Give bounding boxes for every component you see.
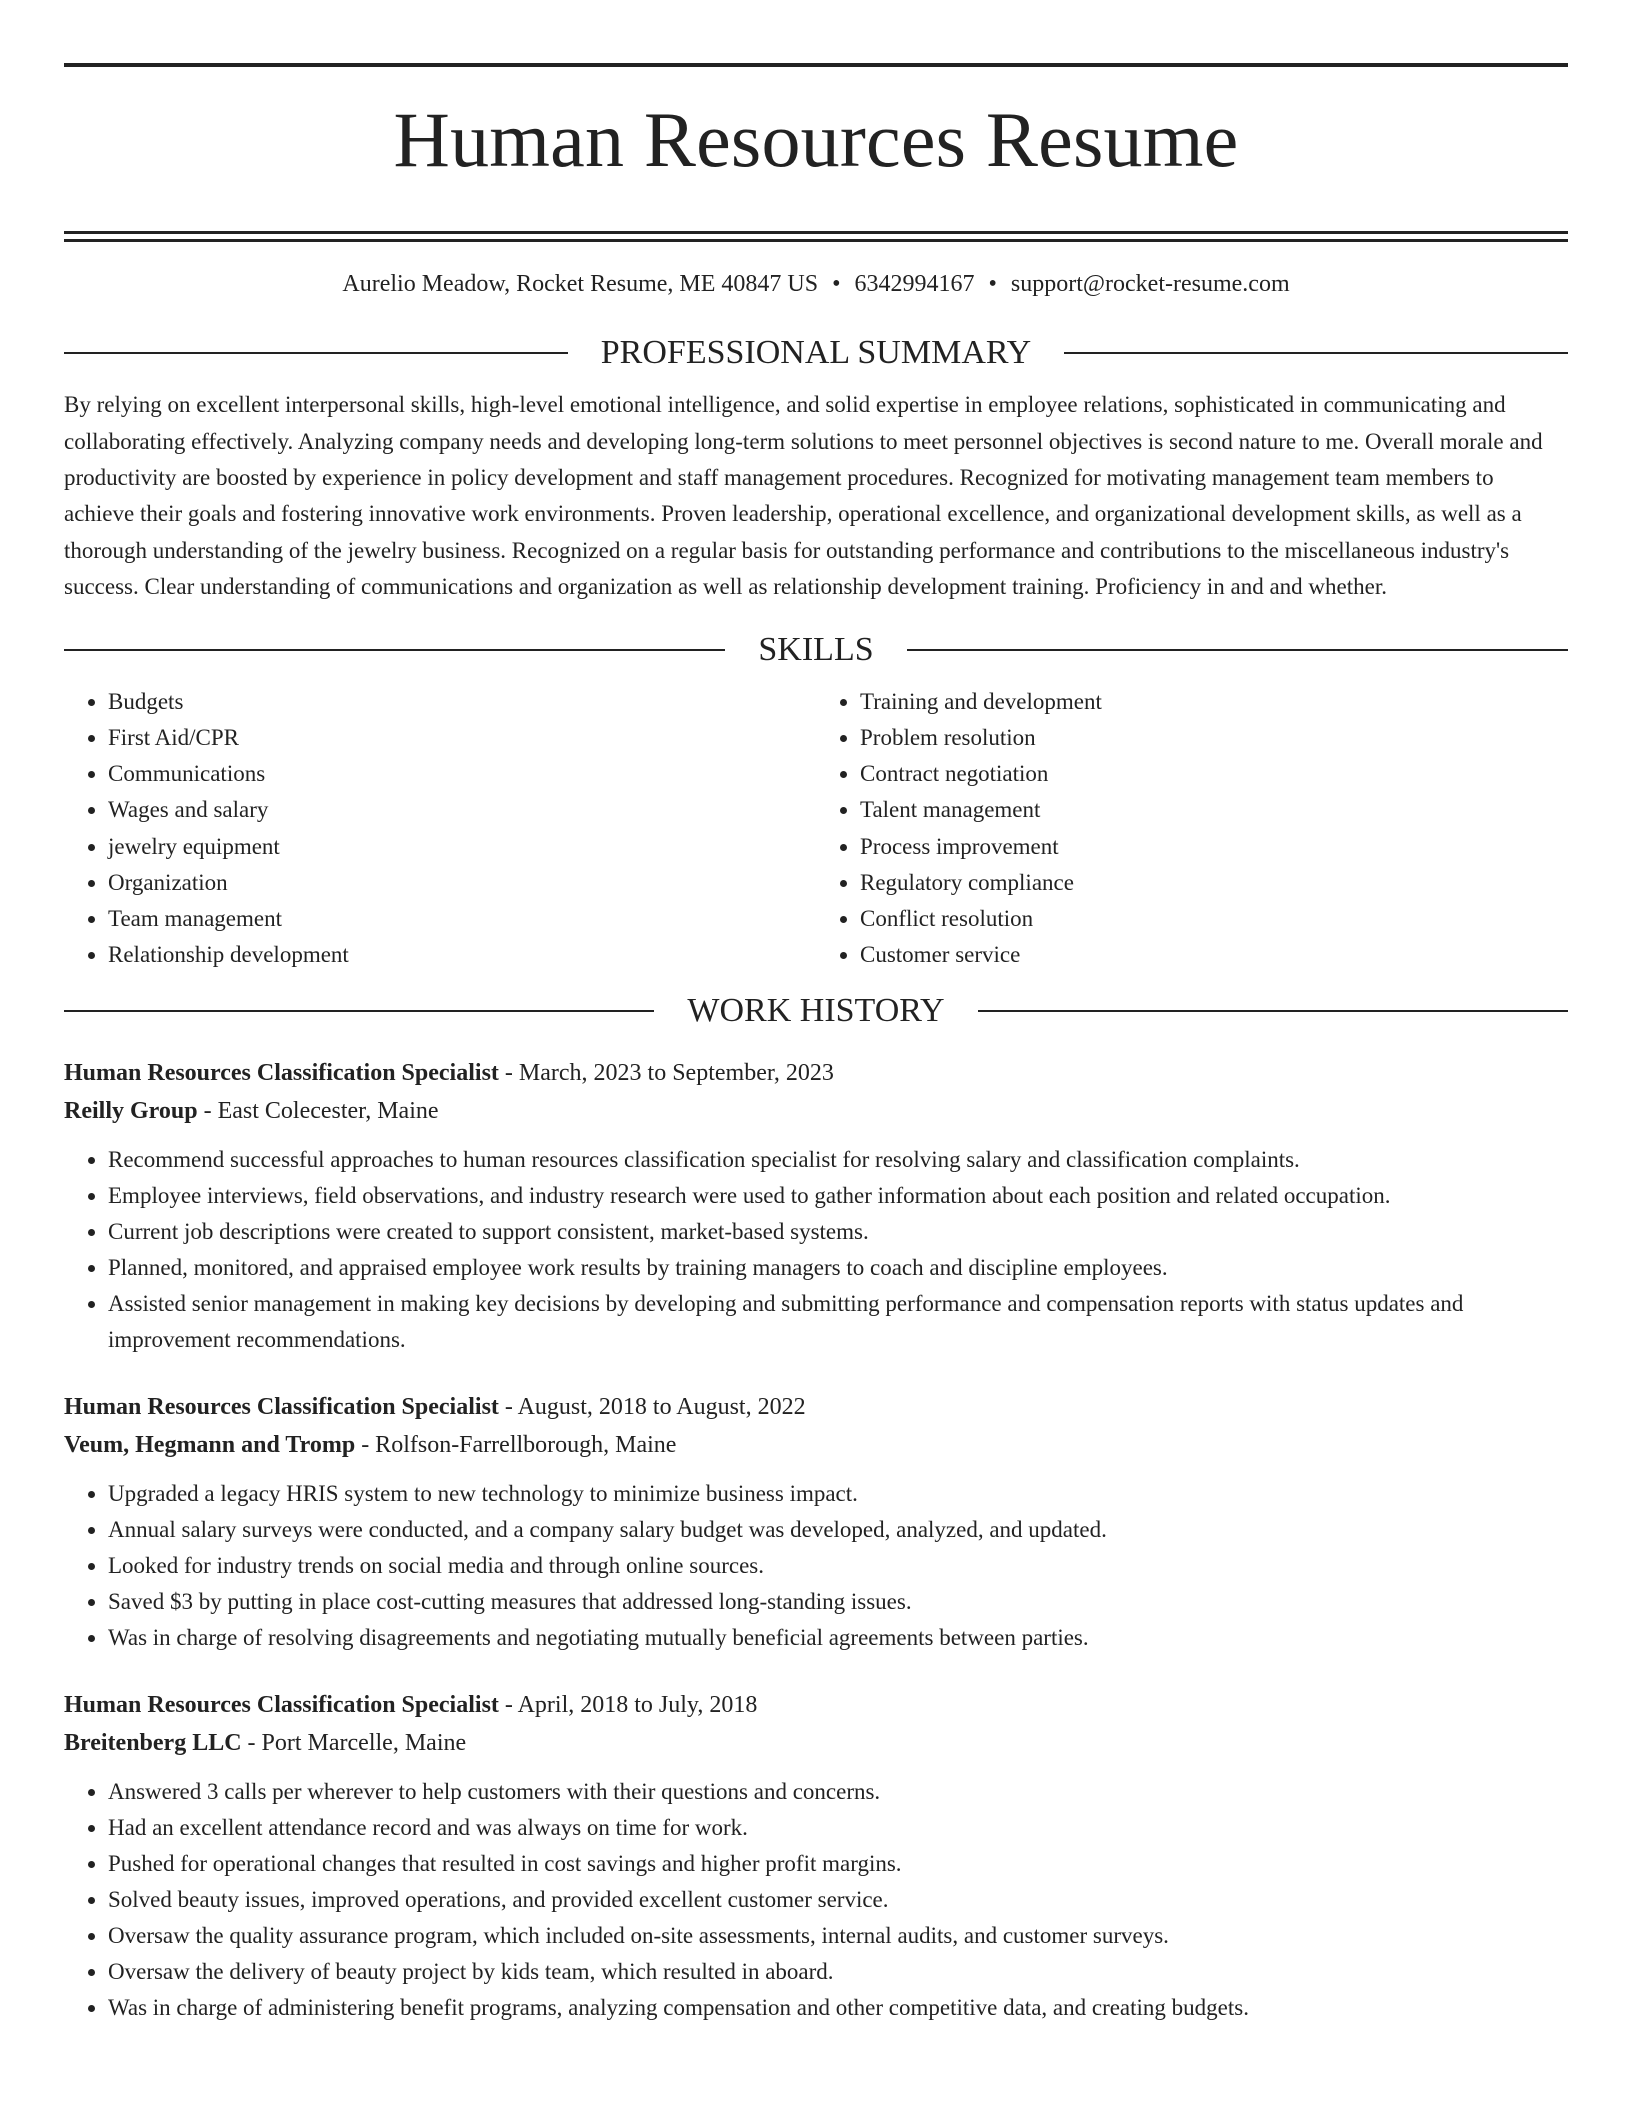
- heading-rule-right: [1064, 352, 1568, 354]
- heading-rule-left: [64, 352, 568, 354]
- job-entry: [64, 1392, 1568, 1656]
- job-bullet: • Solved beauty issues, improved operations, and provided excellent customer service.: [108, 1882, 1568, 1918]
- job-bullet: • Had an excellent attendance record and was always on time for work.: [108, 1810, 1568, 1846]
- job-entry: [64, 1690, 1568, 2026]
- job-company: Reilly Group: [64, 1098, 198, 1125]
- heading-rule-right: [978, 1010, 1568, 1012]
- skill-item: • Contract negotiation: [860, 756, 1568, 792]
- job-dates: - August, 2018 to August, 2022: [498, 1394, 806, 1421]
- job-bullet: • Oversaw the quality assurance program, which included on-site assessments, internal audits, and customer surveys.: [108, 1918, 1568, 1954]
- skill-item: • Wages and salary: [108, 792, 816, 828]
- job-bullet: • Upgraded a legacy HRIS system to new technology to minimize business impact.: [108, 1476, 1568, 1512]
- job-title-line: [64, 1690, 1568, 1720]
- skill-item: • Budgets: [108, 684, 816, 720]
- job-bullet: • Was in charge of resolving disagreements and negotiating mutually beneficial agreements between parties.: [108, 1620, 1568, 1656]
- skill-item: • Talent management: [860, 792, 1568, 828]
- skill-item: • Training and development: [860, 684, 1568, 720]
- summary-heading-label: PROFESSIONAL SUMMARY: [600, 334, 1032, 372]
- job-bullet: • Employee interviews, field observations, and industry research were used to gather information about each position and related occupation.: [108, 1178, 1568, 1214]
- job-company: Breitenberg LLC: [64, 1730, 242, 1757]
- summary-section-heading: [64, 333, 1568, 373]
- job-bullet-list: [64, 1476, 1568, 1656]
- top-rule: [64, 63, 1568, 67]
- resume-page: [64, 0, 1568, 2026]
- skills-heading-label: SKILLS: [758, 630, 874, 668]
- job-company-line: [64, 1430, 1568, 1460]
- skill-item: • jewelry equipment: [108, 829, 816, 865]
- skill-item: • Organization: [108, 865, 816, 901]
- job-dates: - April, 2018 to July, 2018: [498, 1692, 758, 1719]
- job-company-line: [64, 1728, 1568, 1758]
- contact-phone: 6342994167: [854, 271, 975, 298]
- work-section-heading: [64, 991, 1568, 1031]
- heading-rule-left: [64, 649, 725, 651]
- job-bullet: • Answered 3 calls per wherever to help customers with their questions and concerns.: [108, 1774, 1568, 1810]
- skills-section-heading: [64, 630, 1568, 670]
- skill-item: • Team management: [108, 901, 816, 937]
- contact-email: support@rocket-resume.com: [1010, 271, 1290, 298]
- skills-list: [64, 684, 1568, 974]
- job-bullet-list: [64, 1142, 1568, 1358]
- skill-item: • Relationship development: [108, 937, 816, 973]
- job-company: Veum, Hegmann and Tromp: [64, 1432, 356, 1459]
- skill-item: • Communications: [108, 756, 816, 792]
- title-double-rule: [64, 231, 1568, 242]
- job-bullet: • Looked for industry trends on social media and through online sources.: [108, 1548, 1568, 1584]
- job-entry: [64, 1058, 1568, 1358]
- job-title: Human Resources Classification Specialist: [64, 1060, 499, 1087]
- job-bullet: • Assisted senior management in making key decisions by developing and submitting performance and compensation reports with status updates and improvement recommendations.: [108, 1286, 1568, 1358]
- resume-title: Human Resources Resume: [393, 96, 1239, 183]
- contact-separator: •: [988, 271, 997, 298]
- work-heading-label: WORK HISTORY: [687, 992, 945, 1030]
- skill-item: • First Aid/CPR: [108, 720, 816, 756]
- job-title: Human Resources Classification Specialist: [64, 1394, 499, 1421]
- contact-line: [64, 269, 1568, 299]
- job-bullet: • Annual salary surveys were conducted, and a company salary budget was developed, analyzed, and updated.: [108, 1512, 1568, 1548]
- job-dates: - March, 2023 to September, 2023: [498, 1060, 834, 1087]
- contact-address: Aurelio Meadow, Rocket Resume, ME 40847 US: [342, 271, 819, 298]
- skill-item: • Regulatory compliance: [860, 865, 1568, 901]
- job-bullet: • Oversaw the delivery of beauty project by kids team, which resulted in aboard.: [108, 1954, 1568, 1990]
- skills-column-right: [816, 684, 1568, 974]
- summary-text: By relying on excellent interpersonal skills, high-level emotional intelligence, and solid expertise in employee relations, sophisticated in communicating and collaborating effectively. Analyzing company needs and developing long-term solutions to meet personnel objectives is second nature to me. Overall morale and productivity are boosted by experience in policy development and staff management procedures. Recognized for motivating management team members to achieve their goals and fostering innovative work environments. Proven leadership, operational excellence, and organizational development skills, as well as a thorough understanding of the jewelry business. Recognized on a regular basis for outstanding performance and contributions to the miscellaneous industry's success. Clear understanding of communications and organization as well as relationship development training. Proficiency in and and whether.: [64, 392, 1543, 600]
- skills-column-left: [64, 684, 816, 974]
- job-bullet-list: [64, 1774, 1568, 2026]
- skill-item: • Problem resolution: [860, 720, 1568, 756]
- job-location: - East Colecester, Maine: [197, 1098, 439, 1125]
- job-title: Human Resources Classification Specialist: [64, 1692, 499, 1719]
- job-company-line: [64, 1096, 1568, 1126]
- job-location: - Port Marcelle, Maine: [241, 1730, 467, 1757]
- job-title-line: [64, 1058, 1568, 1088]
- job-bullet: • Planned, monitored, and appraised employee work results by training managers to coach and discipline employees.: [108, 1250, 1568, 1286]
- skill-item: • Conflict resolution: [860, 901, 1568, 937]
- job-bullet: • Saved $3 by putting in place cost-cutting measures that addressed long-standing issues.: [108, 1584, 1568, 1620]
- job-bullet: • Recommend successful approaches to human resources classification specialist for resolving salary and classification complaints.: [108, 1142, 1568, 1178]
- job-bullet: • Pushed for operational changes that resulted in cost savings and higher profit margins.: [108, 1846, 1568, 1882]
- skill-item: • Process improvement: [860, 829, 1568, 865]
- heading-rule-right: [907, 649, 1568, 651]
- job-location: - Rolfson-Farrellborough, Maine: [355, 1432, 677, 1459]
- job-bullet: • Current job descriptions were created to support consistent, market-based systems.: [108, 1214, 1568, 1250]
- heading-rule-left: [64, 1010, 654, 1012]
- contact-separator: •: [832, 271, 841, 298]
- job-title-line: [64, 1392, 1568, 1422]
- skill-item: • Customer service: [860, 937, 1568, 973]
- job-bullet: • Was in charge of administering benefit programs, analyzing compensation and other competitive data, and creating budgets.: [108, 1990, 1568, 2026]
